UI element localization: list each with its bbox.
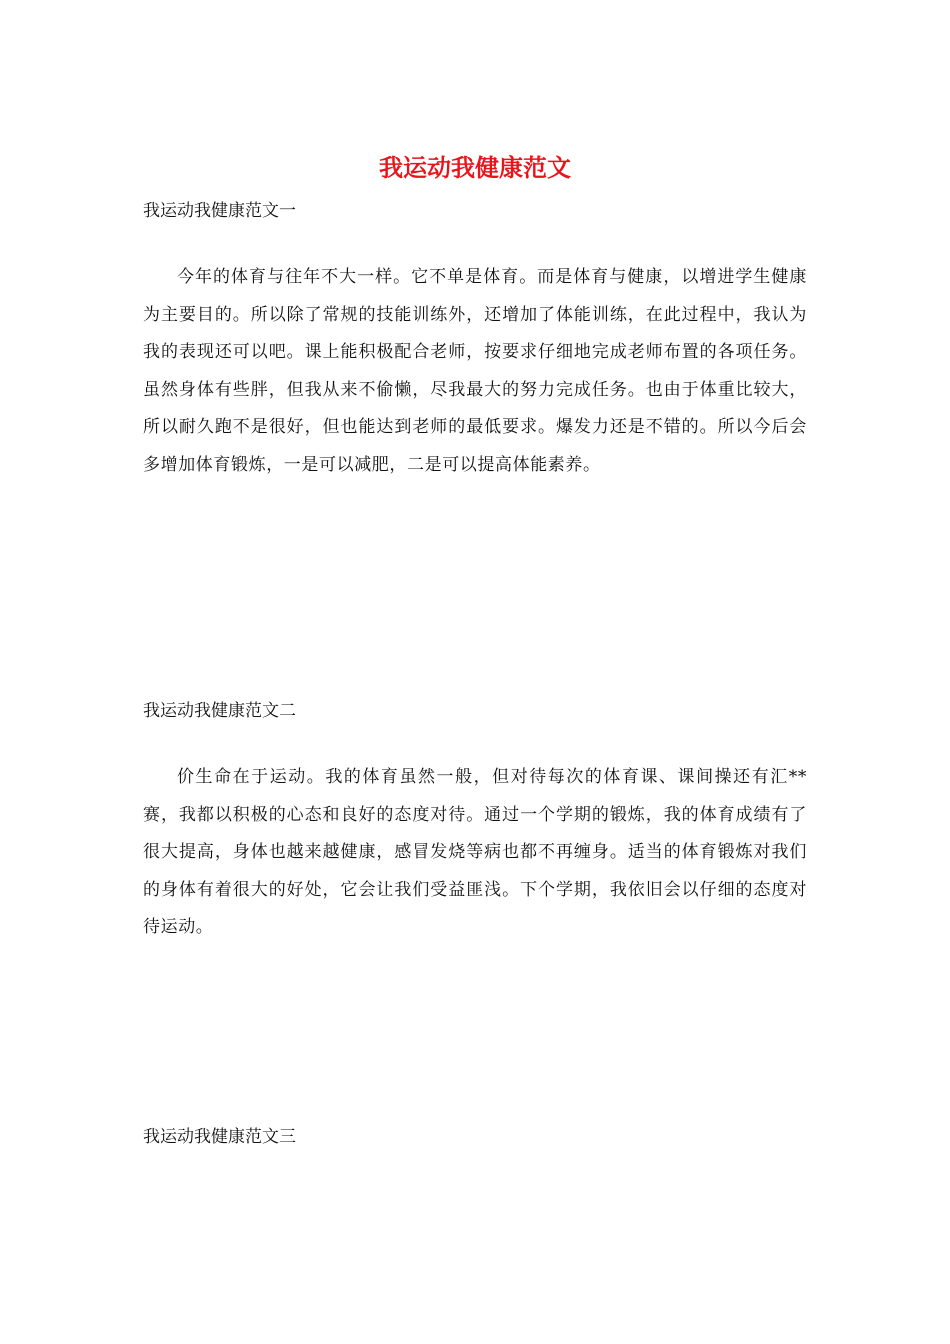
section-heading: 我运动我健康范文三	[143, 1127, 296, 1147]
section-paragraph: 今年的体育与往年不大一样。它不单是体育。而是体育与健康，以增进学生健康为主要目的。所以除了常规的技能训练外，还增加了体能训练，在此过程中，我认为我的表现还可以吧。课上能积极配合老师，按要求仔细地完成老师布置的各项任务。虽然身体有些胖，但我从来不偷懒，尽我最大的努力完成任务。也由于体重比较大，所以耐久跑不是很好，但也能达到老师的最低要求。爆发力还是不错的。所以今后会多增加体育锻炼，一是可以减肥，二是可以提高体能素养。	[143, 267, 807, 475]
section-heading: 我运动我健康范文一	[143, 201, 296, 221]
section-heading: 我运动我健康范文二	[143, 701, 296, 721]
section-paragraph: 价生命在于运动。我的体育虽然一般，但对待每次的体育课、课间操还有汇**赛，我都以积极的心态和良好的态度对待。通过一个学期的锻炼，我的体育成绩有了很大提高，身体也越来越健康，感冒发烧等病也都不再缠身。适当的体育锻炼对我们的身体有着很大的好处，它会让我们受益匪浅。下个学期，我依旧会以仔细的态度对待运动。	[143, 767, 807, 937]
document-title: 我运动我健康范文	[379, 153, 571, 182]
